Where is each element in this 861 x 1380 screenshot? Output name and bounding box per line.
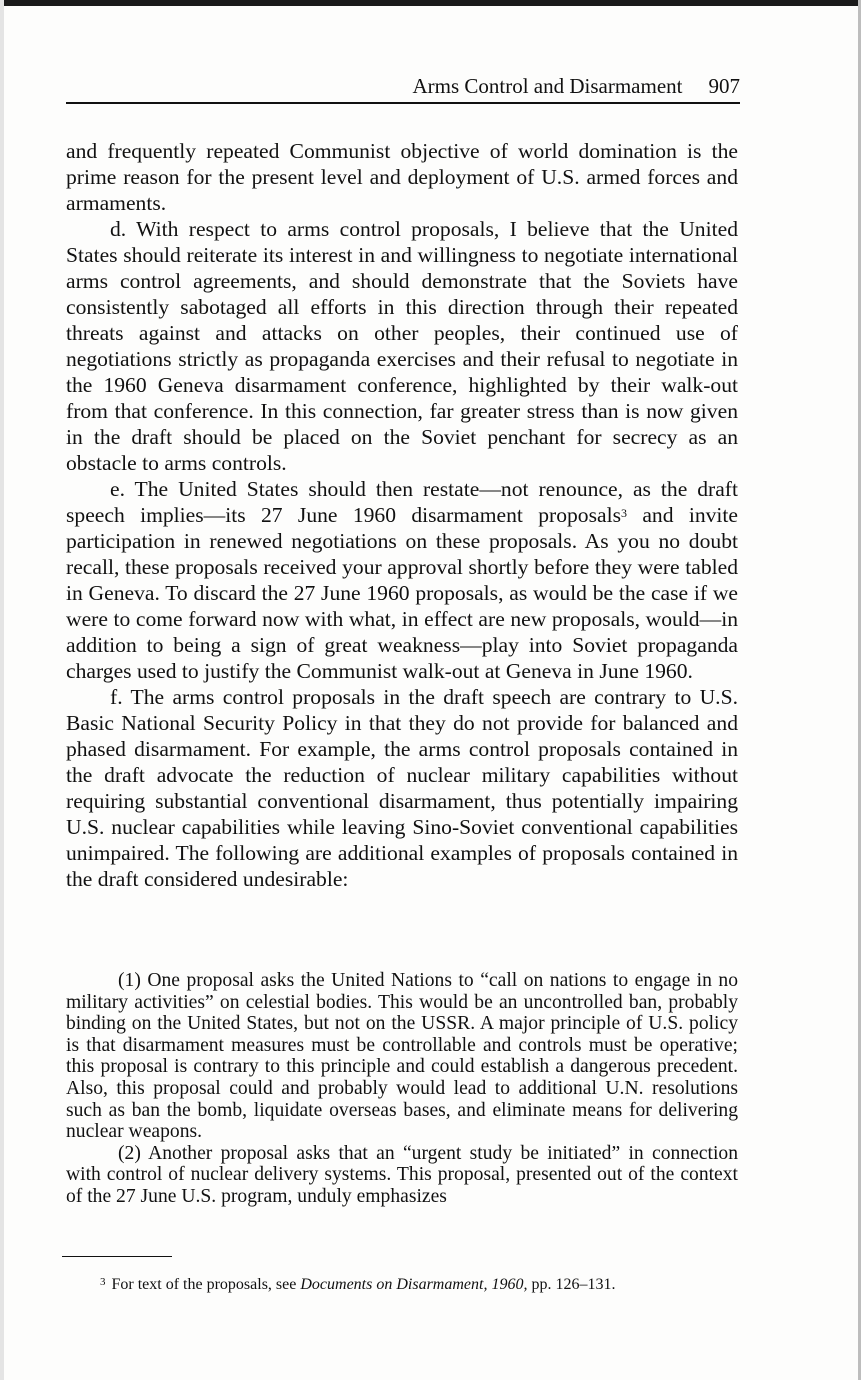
paragraph-e bbox=[66, 476, 738, 684]
footnote-text-before: For text of the proposals, see bbox=[111, 1276, 301, 1293]
footnote bbox=[100, 1274, 740, 1296]
body-text bbox=[66, 138, 738, 892]
paragraph-d: d. With respect to arms control proposals, I believe that the United States should reiterate its interest in and willingness to negotiate international arms control agreements, and should demonstrate that the Soviets have consistently sabotaged all efforts in this direction through their repeated threats against and attacks on other peoples, their continued use of negotiations strictly as propaganda exercises and their refusal to negotiate in the 1960 Geneva disarmament conference, highlighted by their walk-out from that conference. In this connection, far greater stress than is now given in the draft should be placed on the Soviet penchant for secrecy as an obstacle to arms controls. bbox=[66, 217, 738, 475]
extract-item-1: (1) One proposal asks the United Nations to “call on nations to engage in no military activities” on celestial bodies. This would be an uncontrolled ban, probably binding on the United States, but not on the USSR. A major principle of U.S. policy is that disarmament measures must be controllable and controls must be operative; this proposal is contrary to this principle and could establish a dangerous precedent. Also, this proposal could and probably would lead to additional U.N. resolutions such as ban the bomb, liquidate overseas bases, and eliminate means for delivering nuclear weapons. bbox=[66, 970, 738, 1143]
page-top-edge bbox=[0, 0, 861, 6]
running-title: Arms Control and Disarmament bbox=[412, 74, 683, 98]
footnote-source-title: Documents on Disarmament, 1960, bbox=[300, 1276, 528, 1293]
footnote-text-after: pp. 126–131. bbox=[527, 1276, 616, 1293]
footnote-mark: 3 bbox=[100, 1276, 106, 1288]
paragraph-e-part1: e. The United States should then restate—not renounce, as the draft speech implies—its 27 June 1960 disarmament proposals bbox=[66, 477, 738, 527]
paragraph-continuation: and frequently repeated Communist objective of world domination is the prime reason for the present level and deployment of U.S. armed forces and armaments. bbox=[66, 139, 738, 215]
page-number: 907 bbox=[708, 74, 740, 98]
paragraph-f: f. The arms control proposals in the draft speech are contrary to U.S. Basic National Security Policy in that they do not provide for balanced and phased disarmament. For example, the arms control proposals contained in the draft advocate the reduction of nuclear military capabilities without requiring substantial conventional disarmament, thus potentially impairing U.S. nuclear capabilities while leaving Sino-Soviet conventional capabilities unimpaired. The following are additional examples of proposals contained in the draft considered undesirable: bbox=[66, 685, 738, 891]
footnote-reference: 3 bbox=[620, 506, 627, 520]
footnote-rule bbox=[62, 1256, 172, 1257]
page-left-edge bbox=[0, 0, 4, 1380]
block-quote bbox=[66, 970, 738, 1208]
running-header bbox=[66, 72, 740, 104]
extract-item-2: (2) Another proposal asks that an “urgent study be initiated” in connection with control of nuclear delivery systems. This proposal, presented out of the context of the 27 June U.S. program, unduly emphasizes bbox=[66, 1142, 738, 1207]
paragraph-e-part2: and invite participation in renewed negotiations on these proposals. As you no doubt recall, these proposals received your approval shortly before they were tabled in Geneva. To discard the 27 June 1960 proposals, as would be the case if we were to come forward now with what, in effect are new proposals, would—in addition to being a sign of great weakness—play into Soviet propaganda charges used to justify the Communist walk-out at Geneva in June 1960. bbox=[66, 503, 738, 683]
